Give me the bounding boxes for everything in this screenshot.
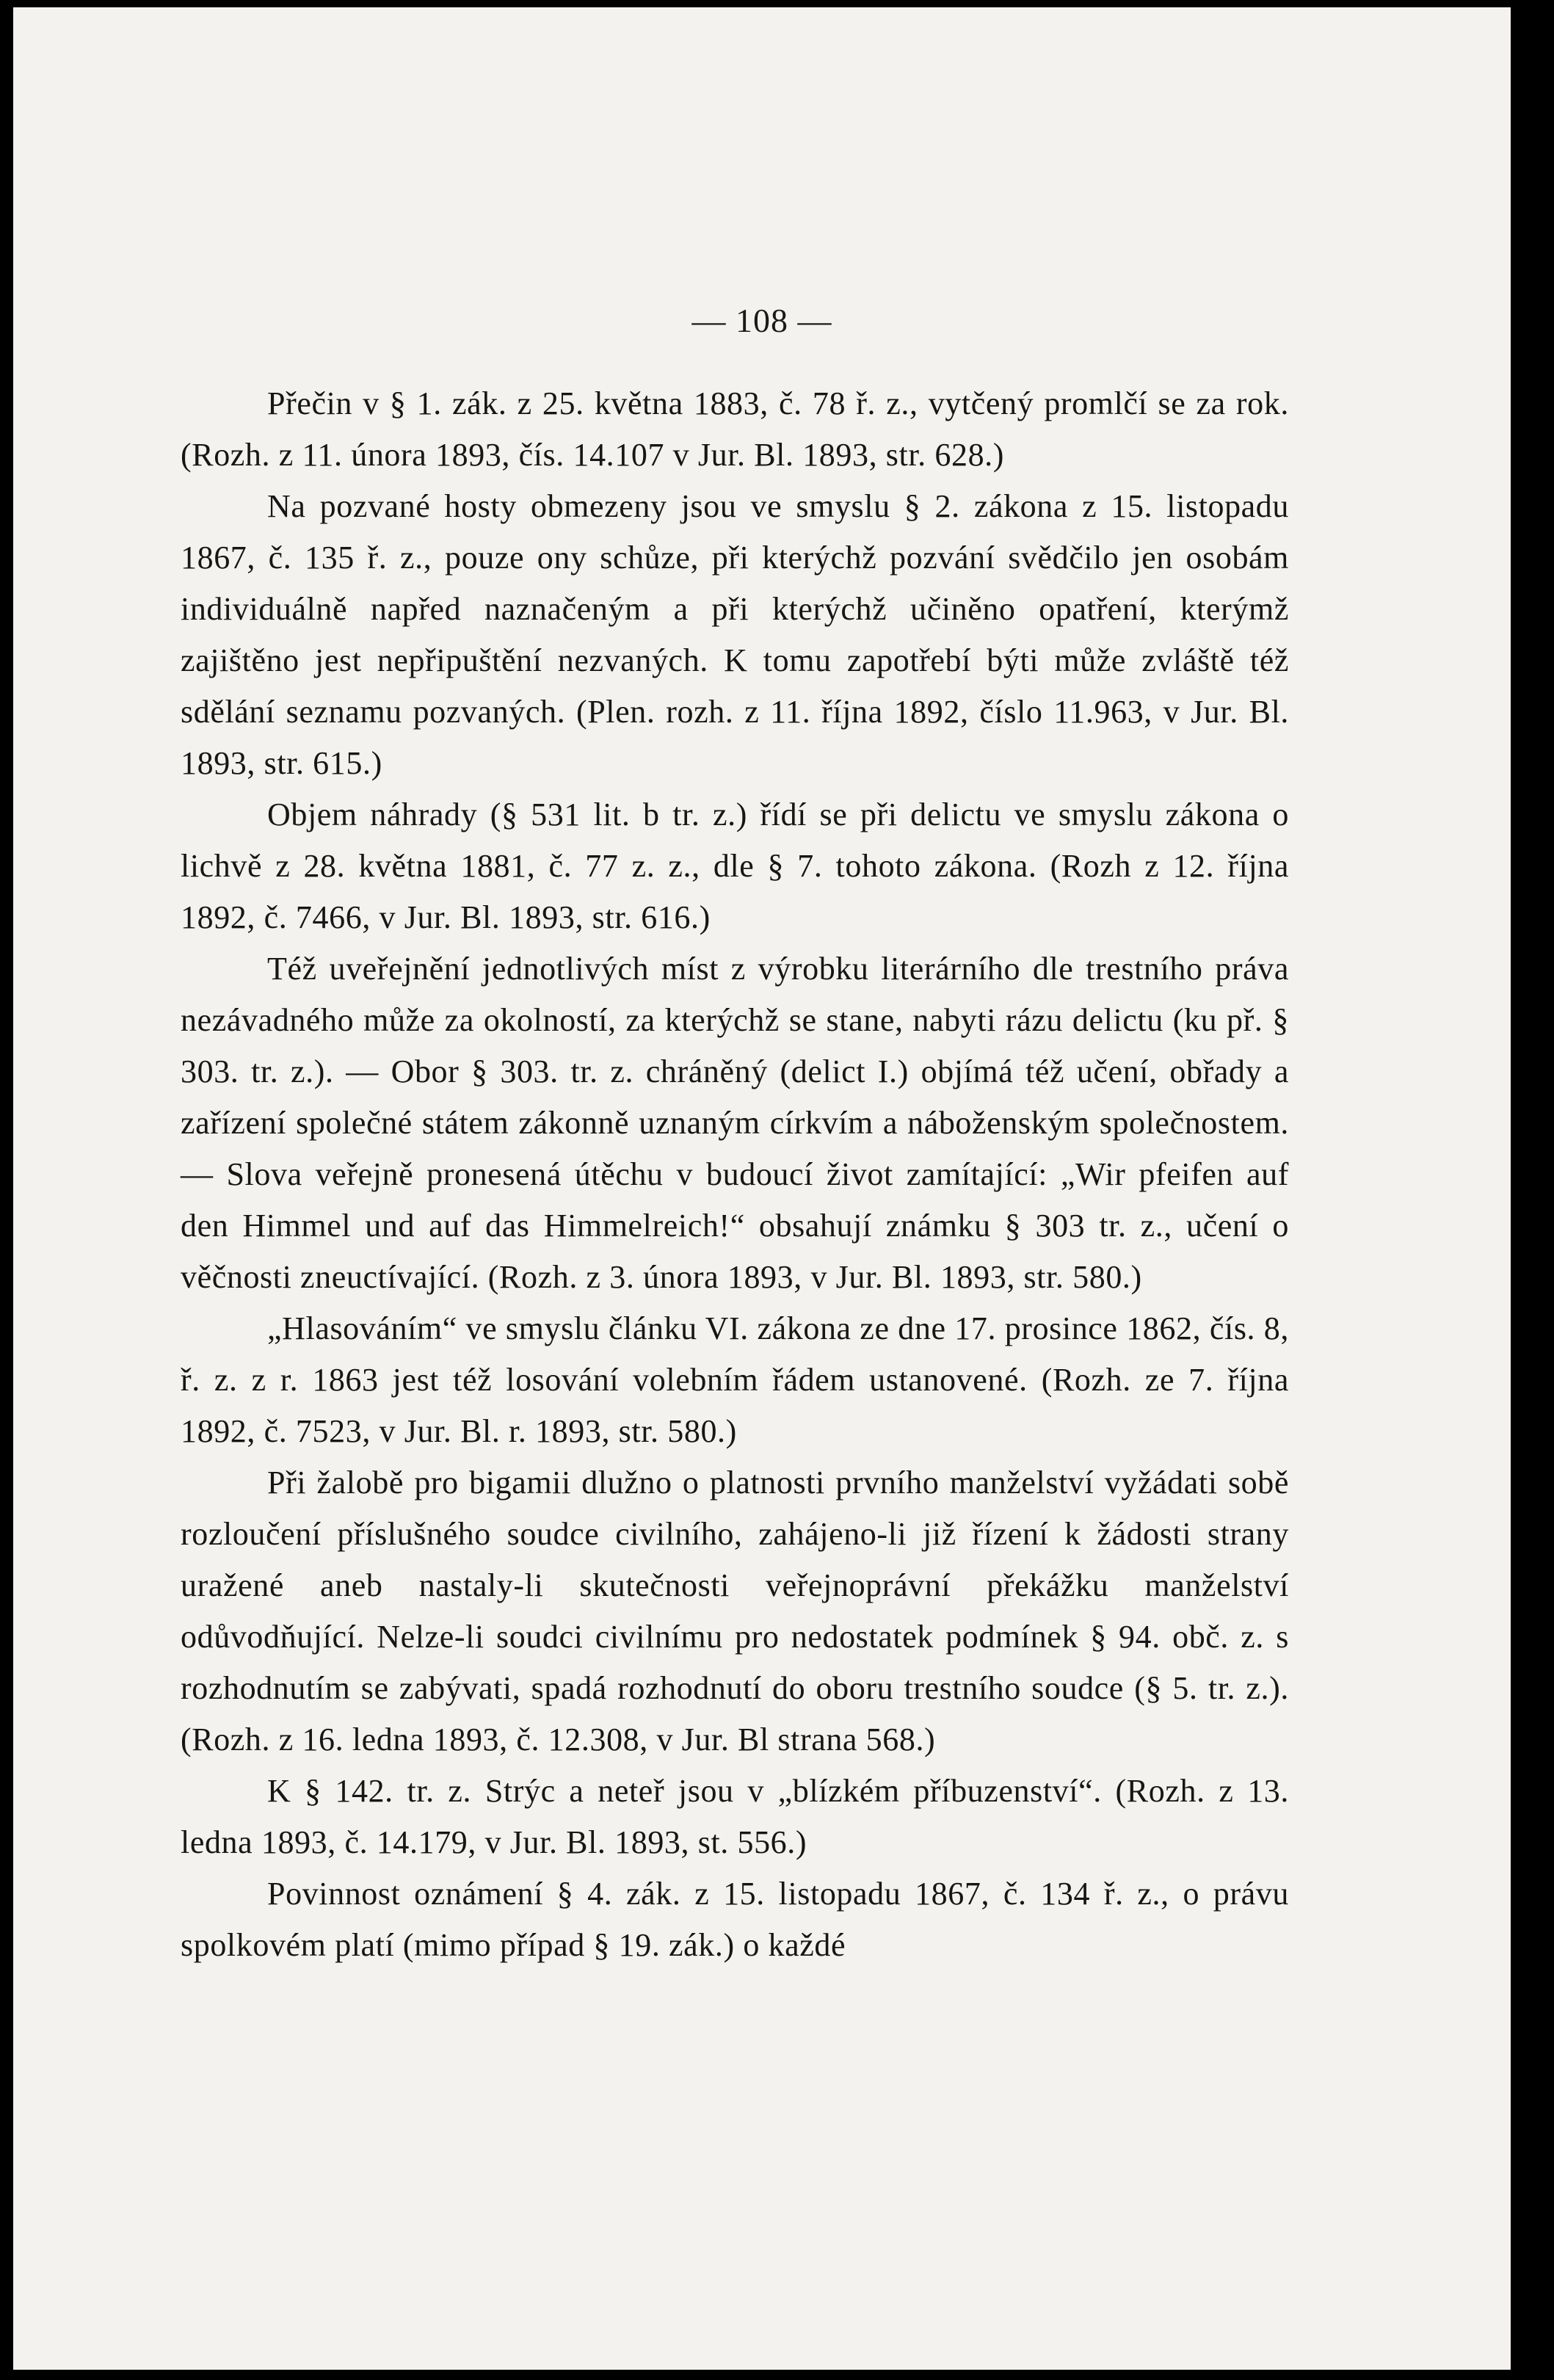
page-number: — 108 — bbox=[691, 302, 832, 339]
paragraph: Na pozvané hosty obmezeny jsou ve smyslu § 2. zákona z 15. listopadu 1867, č. 135 ř. z., pouze ony schůze, při kterýchž pozvání svědčilo jen osobám individuálně napřed naznačeným a při kterýchž učiněno opatření, kterýmž zajištěno jest nepřipuštění nezvaných. K tomu zapotřebí býti může zvláště též sdělání seznamu pozvaných. (Plen. rozh. z 11. října 1892, číslo 11.963, v Jur. Bl. 1893, str. 615.) bbox=[181, 488, 1289, 781]
paragraph: Při žalobě pro bigamii dlužno o platnosti prvního manželství vyžádati sobě rozloučení příslušného soudce civilního, zahájeno-li již řízení k žádosti strany uražené aneb nastaly-li skutečnosti veřejnoprávní překážku manželství odůvodňující. Nelze-li soudci civilnímu pro nedostatek podmínek § 94. obč. z. s rozhodnutím se zabývati, spadá rozhodnutí do oboru trestního soudce (§ 5. tr. z.). (Rozh. z 16. ledna 1893, č. 12.308, v Jur. Bl strana 568.) bbox=[181, 1465, 1289, 1757]
paragraph: K § 142. tr. z. Strýc a neteř jsou v „blízkém příbuzenství“. (Rozh. z 13. ledna 1893, č. 14.179, v Jur. Bl. 1893, st. 556.) bbox=[181, 1773, 1289, 1860]
book-page bbox=[13, 7, 1511, 2370]
paragraph: Též uveřejnění jednotlivých míst z výrobku literárního dle trestního práva nezávadného může za okolností, za kterýchž se stane, nabyti rázu delictu (ku př. § 303. tr. z.). — Obor § 303. tr. z. chráněný (delict I.) objímá též učení, obřady a zařízení společné státem zákonně uznaným církvím a náboženským společnostem. — Slova veřejně pronesená útěchu v budoucí život zamítající: „Wir pfeifen auf den Himmel und auf das Himmelreich!“ obsahují známku § 303 tr. z., učení o věčnosti zneuctívající. (Rozh. z 3. února 1893, v Jur. Bl. 1893, str. 580.) bbox=[181, 951, 1289, 1295]
body-text bbox=[181, 378, 1289, 1971]
paragraph: Objem náhrady (§ 531 lit. b tr. z.) řídí se při delictu ve smyslu zákona o lichvě z 28. května 1881, č. 77 z. z., dle § 7. tohoto zákona. (Rozh z 12. října 1892, č. 7466, v Jur. Bl. 1893, str. 616.) bbox=[181, 797, 1289, 935]
paragraph: Povinnost oznámení § 4. zák. z 15. listopadu 1867, č. 134 ř. z., o právu spolkovém platí (mimo případ § 19. zák.) o každé bbox=[181, 1876, 1289, 1963]
paragraph: „Hlasováním“ ve smyslu článku VI. zákona ze dne 17. prosince 1862, čís. 8, ř. z. z r. 1863 jest též losování volebním řádem ustanovené. (Rozh. ze 7. října 1892, č. 7523, v Jur. Bl. r. 1893, str. 580.) bbox=[181, 1310, 1289, 1449]
paragraph: Přečin v § 1. zák. z 25. května 1883, č. 78 ř. z., vytčený promlčí se za rok. (Rozh. z 11. února 1893, čís. 14.107 v Jur. Bl. 1893, str. 628.) bbox=[181, 385, 1289, 473]
